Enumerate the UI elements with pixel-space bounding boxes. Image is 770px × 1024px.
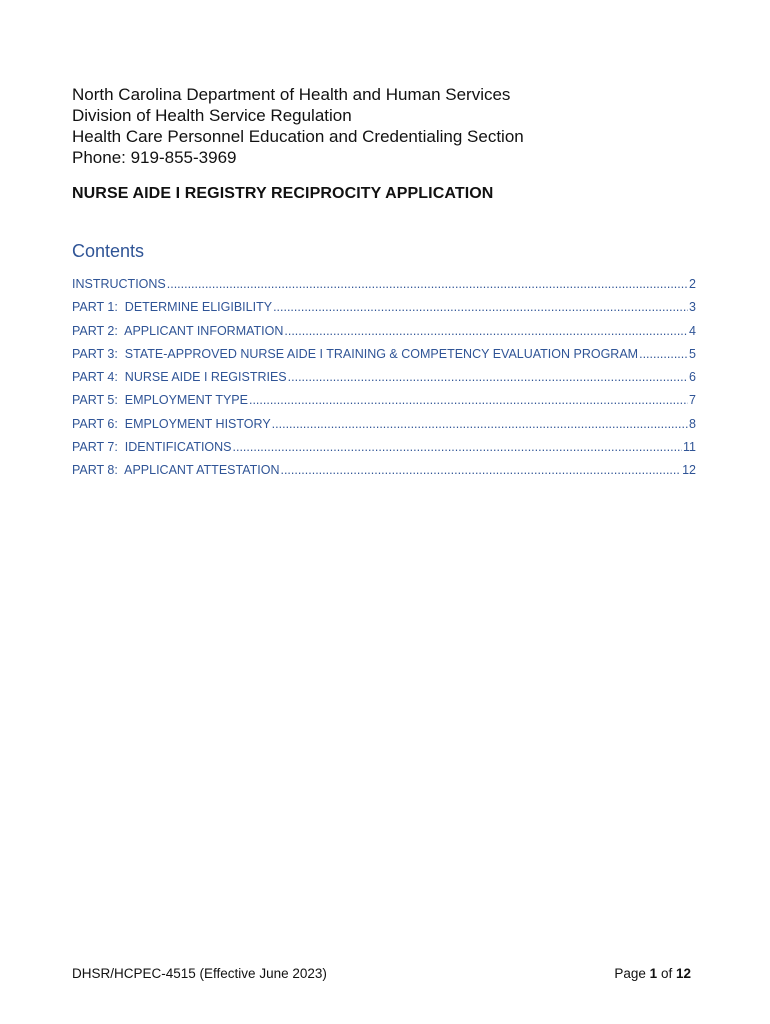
- toc-entry-page: 5: [689, 346, 696, 361]
- toc-entry-page: 4: [689, 323, 696, 338]
- toc-entry-label: PART 8: APPLICANT ATTESTATION: [72, 463, 280, 478]
- toc-dot-leader: [288, 370, 688, 384]
- toc-entry-page: 11: [683, 440, 696, 455]
- toc-entry-page: 12: [682, 463, 696, 478]
- toc-dot-leader: [280, 463, 681, 477]
- department-name: North Carolina Department of Health and Human Services: [72, 85, 511, 104]
- toc-entry-part-7[interactable]: [72, 440, 696, 463]
- toc-entry-page: 6: [689, 370, 696, 385]
- toc-entry-label: PART 4: NURSE AIDE I REGISTRIES: [72, 370, 287, 385]
- toc-entry-label: PART 6: EMPLOYMENT HISTORY: [72, 416, 271, 431]
- page-footer: [72, 966, 691, 981]
- phone-number: Phone: 919-855-3969: [72, 148, 237, 167]
- toc-entry-page: 8: [689, 416, 696, 431]
- division-name: Division of Health Service Regulation: [72, 106, 352, 125]
- toc-entry-label: PART 5: EMPLOYMENT TYPE: [72, 393, 248, 408]
- toc-entry-part-4[interactable]: [72, 370, 696, 393]
- toc-entry-label: PART 3: STATE-APPROVED NURSE AIDE I TRAINING & COMPETENCY EVALUATION PROGRAM: [72, 346, 639, 361]
- current-page: 1: [649, 966, 658, 981]
- toc-entry-part-1[interactable]: [72, 300, 696, 323]
- toc-dot-leader: [233, 440, 683, 454]
- toc-dot-leader: [249, 393, 688, 407]
- toc-dot-leader: [273, 300, 688, 314]
- toc-entry-page: 3: [689, 300, 696, 315]
- toc-entry-instructions[interactable]: [72, 277, 696, 300]
- toc-entry-label: PART 1: DETERMINE ELIGIBILITY: [72, 300, 273, 315]
- toc-entry-part-8[interactable]: [72, 463, 696, 486]
- toc-dot-leader: [167, 277, 688, 291]
- toc-entry-label: PART 2: APPLICANT INFORMATION: [72, 323, 284, 338]
- toc-entry-part-2[interactable]: [72, 324, 696, 347]
- table-of-contents: [72, 277, 696, 487]
- section-name: Health Care Personnel Education and Credentialing Section: [72, 127, 524, 146]
- toc-dot-leader: [639, 347, 688, 361]
- agency-header: [72, 84, 712, 168]
- toc-entry-part-6[interactable]: [72, 417, 696, 440]
- total-pages: 12: [675, 966, 691, 981]
- toc-entry-part-5[interactable]: [72, 393, 696, 416]
- toc-entry-label: INSTRUCTIONS: [72, 277, 166, 291]
- toc-entry-page: 7: [689, 393, 696, 408]
- toc-entry-label: PART 7: IDENTIFICATIONS: [72, 440, 232, 455]
- page-word: Page: [614, 966, 646, 981]
- document-title: NURSE AIDE I REGISTRY RECIPROCITY APPLICATION: [72, 185, 494, 202]
- page-of-word: of: [660, 966, 673, 981]
- form-identifier: DHSR/HCPEC-4515 (Effective June 2023): [72, 966, 327, 981]
- page-number: [614, 966, 691, 981]
- toc-dot-leader: [272, 417, 688, 431]
- toc-entry-part-3[interactable]: [72, 347, 696, 370]
- toc-entry-page: 2: [689, 277, 696, 291]
- toc-dot-leader: [284, 324, 688, 338]
- contents-heading: Contents: [72, 241, 145, 261]
